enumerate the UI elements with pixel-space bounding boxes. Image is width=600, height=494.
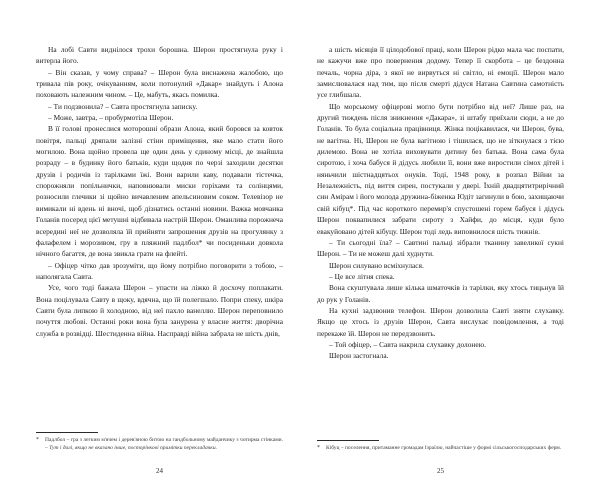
paragraph: Шерон застогнала. [329, 351, 389, 361]
paragraph: – Офіцер чітко дав зрозуміти, що йому потрібно поговорити з тобою, – наполягала Савта. [36, 260, 283, 281]
paragraph: На кухні задзвонив телефон. Шерон дозволила Савті зняти слухавку. Якщо це хтось із друзів Шерон, Савта вислухає повідомлення, а тоді перекаже їй. Шерон не передзвонить. [317, 305, 564, 338]
page-number-left: 24 [156, 467, 163, 475]
page-left-body [36, 44, 283, 339]
footnote [36, 436, 283, 452]
page-right-footnote-area [317, 440, 564, 452]
paragraph: Усе, чого тоді бажала Шерон – упасти на ліжко й досхочу поплакати. Вона поцілувала Савту в щоку, вдячна, що їй полегшало. Попри спеку, шкіра Савти була липкою й холодною, від неї пахло ванеллю. Шерон переповнило почуття любові. Останні роки вона була занурена у власне життя: дворічна служба в розвідці. Шестиденна війна. Насправді війна забрала не шість днів, [36, 283, 283, 338]
paragraph: – Той офіцер, – Савта накрила слухавку долонею. [329, 339, 487, 349]
footnote-text-roman: Падлбол – гра з легким м'ячем і дерев'яною битою на гандбольному майданчику з чотирма стінками. – [45, 436, 283, 451]
footnote-marker: * [36, 436, 39, 443]
paragraph: – Може, завтра, – пробурмотіла Шерон. [48, 113, 174, 123]
footnote-marker: * [317, 444, 320, 451]
footnote-separator-rule [36, 432, 98, 433]
footnote-text [45, 436, 283, 452]
footnote-text-roman: Кібуц – поселення, притаманне громадам Ізраїлю, найчастіше у формі сільськогосподарських ферм. [326, 444, 562, 451]
page-left-footnote-area [36, 432, 283, 452]
page-right-body [317, 44, 564, 362]
paragraph: В її голові пронеслися моторошні образи Алона, який боровся за ковток повітря, пальці дряпали залізні стіни приміщення, яке мало стати його могилою. Вона щойно провела ще один день у єдиному місці, де знайшла розраду – в будинку його батьків, куди щодня по черзі заходили десятки друзів і родичів із тарілками їжі. Вони варили каву, подавали тістечка, спорожняли попільнички, наповнювали миски горіхами та солінцями, розносили глечики зі щойно вичавленим апельсиновим соком. Телевізор не вимикали ні вдень ні вночі, щоб дізнатись останні новини. Важка мовчанка Голанів посеред цієї метушні відбивала настрій Шерон. Оманлива порожнеча всередині неї не дозволяла їй прийняти запрошення друзів на прогулянку з фалафелем і морозивом, гру в пляжний падлбол* чи посиденьки довкола нічного багаття, де вона звикла грати на флейті. [36, 124, 283, 259]
paragraph: – Він сказав, у чому справа? – Шерон була виснажена жалобою, що тривала пів року, очікуванням, коли потонулий «Дакар» знайдуть і Алона поховають належним чином. – Це, мабуть, якась помилка. [36, 67, 283, 100]
paragraph: – Ти сьогодні їла? – Савтині пальці зібрали тканину завеликої сукні Шерон. – Ти не можеш далі худнути. [317, 237, 564, 259]
paragraph: – Це все літня спека. [329, 271, 395, 281]
paragraph: Що морському офіцерові могло бути потрібно від неї? Лише раз, на другий тиждень після зникнення «Дакара», зі штабу приїхали сюди, а не до Голанів. То була соціальна працівниця. Жінка поцікавилася, чи Шерон, бува, не вагітна. Ні, Шерон не була вагітною і тішилася, що не зіткнулася з тією дилемою. Вона не хотіла виховувати дитину без батька. Вона сама була сиротою, і хоча бабуся й дідусь любили її, вони вже виростили сімох дітей і няньчили шістнадцятьох онуків. Тоді, 1948 року, в розпал Війни за Незалежність, під виття сирен, постукали у двері. Їхній двадцятитрирічний син Амірам і його молода дружина-біженка Юдіт загинули в бою, захищаючи свій кібуц*. Під час короткого перемир'я спустошені горем бабуся і дідусь Шерон поквапилися забрати сироту з Хайфи, до місця, куди було евакуйовано дітей кібуцу. Шерон тоді ледь виповнилося шість тижнів. [317, 101, 564, 236]
paragraph: На лобі Савти виднілося трохи борошна. Шерон простягнула руку і витерла його. [36, 45, 283, 66]
footnote-separator-rule [317, 440, 379, 441]
footnote [317, 444, 564, 452]
page-right [300, 0, 600, 494]
footnote-text [326, 444, 564, 452]
paragraph: Вона скуштувала лише кілька шматочків із тарілки, яку хтось тицьнув їй до рук у Голанів. [317, 283, 564, 304]
page-number-right: 25 [437, 467, 444, 475]
paragraph: а шість місяців її цілодобової праці, коли Шерон рідко мала час поспати, не кажучи вже про повернення додому. Тепер її скорбота – це бездонна печаль, чорна діра, з якої не вирвуться ні світло, ні емоції. Шерон мало замислювалася над тим, що після смерті дідуся Натана Савтина самотність усе глибшала. [317, 45, 564, 100]
paragraph: Шерон силувано всміхнулася. [329, 260, 424, 270]
footnote-text-italic: Тут і далі, якщо не вказано інше, посторінкові примітки перекладачки. [49, 444, 217, 451]
paragraph: – Ти подзвонила? – Савта простягнула записку. [48, 101, 198, 111]
